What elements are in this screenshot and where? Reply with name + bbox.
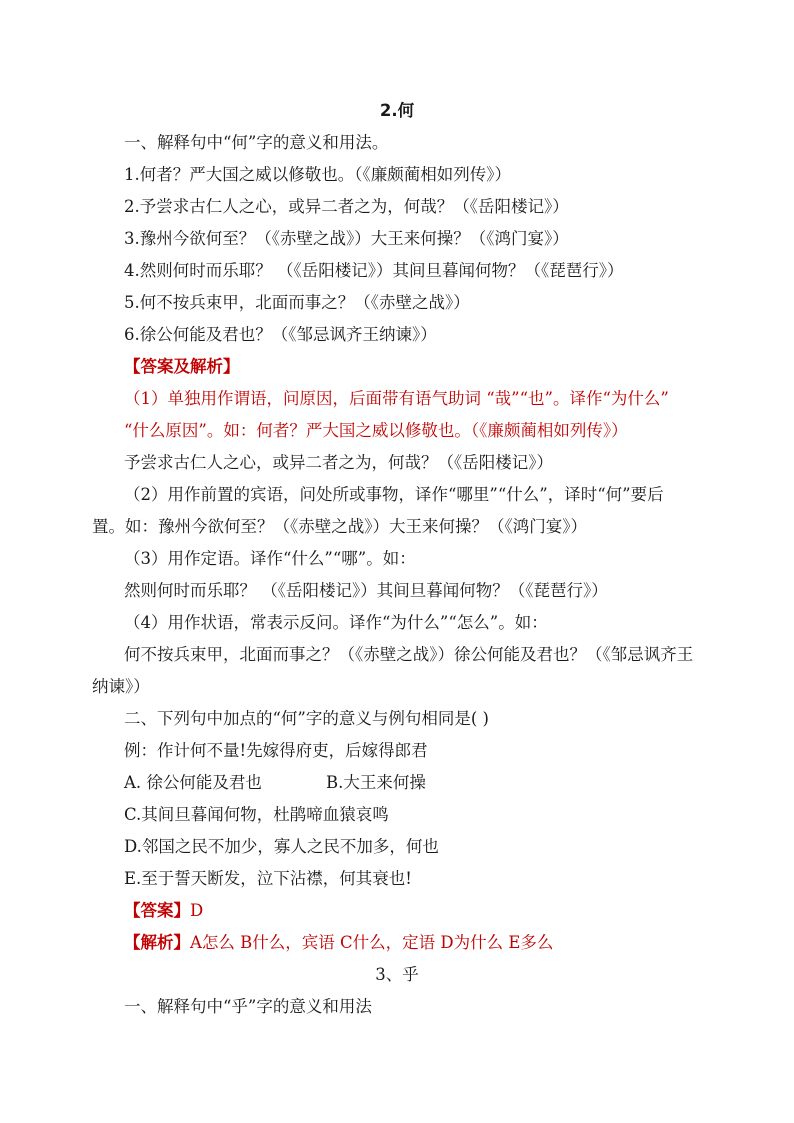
explanation-line-8: （4）用作状语，常表示反问。译作“为什么”“怎么”。如： bbox=[124, 613, 548, 632]
part2-heading: 二、下列句中加点的“何”字的意义与例句相同是( ) bbox=[124, 709, 489, 728]
analysis-tag: 【解析】 bbox=[124, 933, 190, 952]
question-2: 2.予尝求古仁人之心，或异二者之为，何哉？（《岳阳楼记》） bbox=[124, 197, 569, 216]
explanation-line-10: 纳谏》） bbox=[92, 677, 150, 696]
analysis-row bbox=[124, 932, 553, 954]
analysis-value: A怎么 B什么，宾语 C什么，定语 D为什么 E多么 bbox=[190, 933, 554, 952]
question-1: 1.何者？严大国之威以修敬也。（《廉颇蔺相如列传》） bbox=[124, 165, 511, 184]
question-3: 3.豫州今欲何至？（《赤壁之战》）大王来何操？（《鸿门宴》） bbox=[124, 229, 569, 248]
option-e: E.至于誓天断发，泣下沾襟，何其衰也! bbox=[124, 869, 412, 888]
explanation-line-7: 然则何时而乐耶？ （《岳阳楼记》）其间旦暮闻何物？（《琵琶行》） bbox=[124, 581, 608, 600]
option-b: B.大王来何操 bbox=[326, 773, 426, 792]
option-a: A. 徐公何能及君也 bbox=[124, 773, 262, 792]
answer-label: 【答案及解析】 bbox=[124, 357, 240, 376]
option-c: C.其间旦暮闻何物，杜鹃啼血猿哀鸣 bbox=[124, 805, 389, 824]
explanation-line-3: 予尝求古仁人之心，或异二者之为，何哉？（《岳阳楼记》） bbox=[124, 453, 553, 472]
section-3-heading: 一、解释句中“乎”字的意义和用法 bbox=[124, 997, 372, 1016]
explanation-line-5: 置。如：豫州今欲何至？（《赤壁之战》）大王来何操？（《鸿门宴》） bbox=[92, 517, 587, 536]
question-4: 4.然则何时而乐耶？ （《岳阳楼记》）其间旦暮闻何物？（《琵琶行》） bbox=[124, 261, 624, 280]
answer-value: D bbox=[190, 901, 204, 920]
page-title: 2.何 bbox=[379, 101, 415, 120]
explanation-line-9: 何不按兵束甲，北面而事之？（《赤壁之战》）徐公何能及君也？（《邹忌讽齐王 bbox=[124, 645, 694, 664]
answer-tag: 【答案】 bbox=[124, 901, 190, 920]
option-d: D.邻国之民不加少，寡人之民不加多，何也 bbox=[124, 837, 439, 856]
explanation-line-6: （3）用作定语。译作“什么”“哪”。如： bbox=[124, 549, 416, 568]
question-5: 5.何不按兵束甲，北面而事之？（《赤壁之战》） bbox=[124, 293, 470, 312]
explanation-line-1: （1）单独用作谓语，问原因，后面带有语气助词 “哉”“也”。译作“为什么” bbox=[124, 389, 669, 408]
example-sentence: 例：作计何不量!先嫁得府吏，后嫁得郎君 bbox=[124, 741, 428, 760]
question-6: 6.徐公何能及君也？（《邹忌讽齐王纳谏》） bbox=[124, 325, 437, 344]
explanation-line-2: “什么原因”。如：何者？严大国之威以修敬也。（《廉颇蔺相如列传》） bbox=[124, 421, 628, 440]
section-3-title: 3、乎 bbox=[375, 965, 419, 984]
answer-row bbox=[124, 900, 203, 922]
part1-heading: 一、解释句中“何”字的意义和用法。 bbox=[124, 133, 389, 152]
explanation-line-4: （2）用作前置的宾语，问处所或事物，译作“哪里”“什么”，译时“何”要后 bbox=[124, 485, 664, 504]
